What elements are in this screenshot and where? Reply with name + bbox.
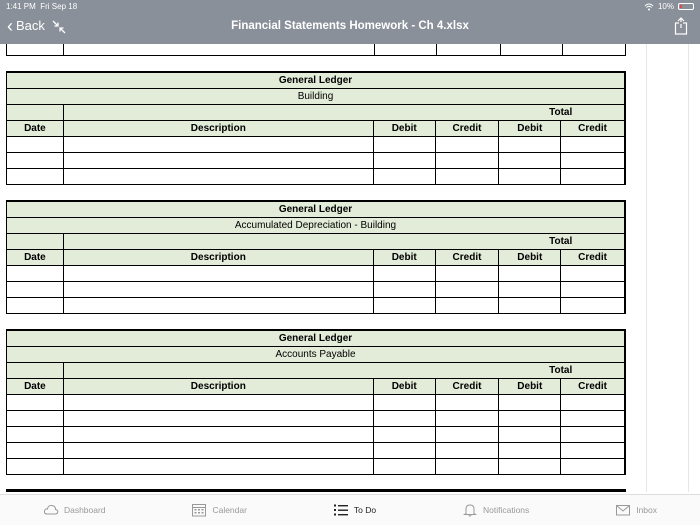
col-total-credit[interactable]: Credit bbox=[578, 252, 608, 263]
cell[interactable] bbox=[64, 266, 374, 281]
document-title: Financial Statements Homework - Ch 4.xlsx bbox=[231, 20, 469, 32]
col-total-debit[interactable]: Debit bbox=[499, 121, 561, 136]
cell[interactable] bbox=[499, 411, 561, 426]
ledger-header[interactable]: General Ledger bbox=[278, 204, 353, 215]
tab-label: Calendar bbox=[212, 505, 247, 515]
table-row bbox=[7, 282, 624, 298]
ledger-accounts-payable bbox=[6, 329, 626, 475]
ledger-header-row bbox=[7, 331, 624, 347]
cell[interactable] bbox=[436, 411, 500, 426]
cell[interactable] bbox=[436, 137, 500, 152]
cell[interactable] bbox=[7, 169, 64, 184]
cell[interactable] bbox=[64, 363, 374, 378]
col-description[interactable]: Description bbox=[64, 121, 374, 136]
ledger-header-row bbox=[7, 73, 624, 89]
cell[interactable] bbox=[436, 427, 500, 442]
tab-todo[interactable] bbox=[333, 503, 376, 517]
cell[interactable] bbox=[7, 105, 64, 120]
cell[interactable] bbox=[64, 282, 374, 297]
cell[interactable] bbox=[7, 459, 64, 474]
cell[interactable] bbox=[7, 395, 64, 410]
cell[interactable] bbox=[374, 137, 436, 152]
table-row bbox=[7, 169, 624, 185]
cell[interactable] bbox=[64, 105, 374, 120]
wifi-icon bbox=[644, 3, 654, 11]
cell[interactable] bbox=[561, 266, 624, 281]
cell[interactable] bbox=[499, 459, 561, 474]
mail-icon bbox=[615, 503, 631, 517]
cell[interactable] bbox=[64, 427, 374, 442]
tab-bar bbox=[0, 494, 700, 525]
cell[interactable] bbox=[499, 427, 561, 442]
cell[interactable] bbox=[7, 298, 64, 313]
cell[interactable] bbox=[436, 459, 500, 474]
cell[interactable] bbox=[374, 169, 436, 184]
cell[interactable] bbox=[499, 298, 561, 313]
cell[interactable] bbox=[7, 234, 64, 249]
calendar-icon bbox=[191, 503, 207, 517]
tab-notifications[interactable] bbox=[462, 503, 529, 517]
table-row bbox=[7, 137, 624, 153]
ledger-accumulated-depreciation bbox=[6, 200, 626, 314]
cell[interactable] bbox=[436, 443, 500, 458]
cell[interactable] bbox=[436, 282, 500, 297]
cell[interactable] bbox=[561, 443, 624, 458]
cell[interactable] bbox=[499, 395, 561, 410]
col-credit[interactable]: Credit bbox=[436, 121, 500, 136]
col-total-credit[interactable]: Credit bbox=[578, 381, 608, 392]
col-total-debit[interactable]: Debit bbox=[499, 250, 561, 265]
cell[interactable] bbox=[561, 427, 624, 442]
col-description[interactable]: Description bbox=[64, 379, 374, 394]
cell[interactable] bbox=[436, 169, 500, 184]
ledger-header[interactable]: General Ledger bbox=[278, 75, 353, 86]
cell[interactable] bbox=[64, 234, 374, 249]
total-row bbox=[7, 363, 624, 379]
cell[interactable] bbox=[436, 153, 500, 168]
total-label[interactable]: Total bbox=[549, 107, 573, 118]
total-row bbox=[7, 105, 624, 121]
ledger-account-row bbox=[7, 347, 624, 363]
cell[interactable] bbox=[374, 395, 436, 410]
cell[interactable] bbox=[561, 459, 624, 474]
cell[interactable] bbox=[374, 234, 498, 249]
tab-dashboard[interactable] bbox=[43, 503, 106, 517]
ledger-header-row bbox=[7, 202, 624, 218]
ledger-account-row bbox=[7, 89, 624, 105]
cell[interactable] bbox=[374, 282, 436, 297]
cell[interactable] bbox=[561, 169, 624, 184]
tab-inbox[interactable] bbox=[615, 503, 657, 517]
cell[interactable] bbox=[499, 169, 561, 184]
table-row bbox=[7, 298, 624, 314]
table-row bbox=[7, 266, 624, 282]
cell[interactable] bbox=[561, 411, 624, 426]
cell[interactable] bbox=[374, 266, 436, 281]
next-ledger-border bbox=[6, 489, 626, 492]
tab-label: Notifications bbox=[482, 505, 530, 515]
back-label: Back bbox=[16, 18, 45, 33]
cell[interactable] bbox=[64, 459, 374, 474]
cell-border bbox=[6, 55, 626, 56]
cell[interactable] bbox=[436, 298, 500, 313]
cell[interactable] bbox=[374, 298, 436, 313]
column-header-row bbox=[7, 121, 624, 137]
cell[interactable] bbox=[374, 153, 436, 168]
table-row bbox=[7, 411, 624, 427]
cell[interactable] bbox=[374, 411, 436, 426]
cell[interactable] bbox=[561, 298, 624, 313]
tab-label: Dashboard bbox=[63, 505, 106, 515]
account-name[interactable]: Building bbox=[297, 91, 334, 102]
status-indicators bbox=[644, 2, 694, 11]
col-total-credit[interactable]: Credit bbox=[578, 123, 608, 134]
cell[interactable] bbox=[7, 266, 64, 281]
column-header-row bbox=[7, 250, 624, 266]
col-debit[interactable]: Debit bbox=[374, 121, 436, 136]
ledger-building bbox=[6, 71, 626, 185]
col-debit[interactable]: Debit bbox=[374, 379, 436, 394]
col-credit[interactable]: Credit bbox=[436, 250, 500, 265]
cell[interactable] bbox=[7, 282, 64, 297]
cell[interactable] bbox=[499, 137, 561, 152]
col-debit[interactable]: Debit bbox=[374, 250, 436, 265]
bell-icon bbox=[462, 503, 478, 517]
col-date[interactable]: Date bbox=[7, 379, 64, 394]
ledger-account-row bbox=[7, 218, 624, 234]
cell[interactable] bbox=[64, 395, 374, 410]
col-total-debit[interactable]: Debit bbox=[499, 379, 561, 394]
col-date[interactable]: Date bbox=[7, 250, 64, 265]
gridline bbox=[646, 44, 647, 492]
gridline bbox=[688, 44, 689, 492]
battery-percent: 10% bbox=[657, 2, 674, 11]
cell[interactable] bbox=[561, 395, 624, 410]
total-label[interactable]: Total bbox=[549, 236, 573, 247]
table-row bbox=[7, 459, 624, 475]
cell[interactable] bbox=[374, 443, 436, 458]
account-name[interactable]: Accounts Payable bbox=[275, 349, 356, 360]
cell[interactable] bbox=[7, 443, 64, 458]
col-description[interactable]: Description bbox=[64, 250, 374, 265]
table-row bbox=[7, 395, 624, 411]
cell[interactable] bbox=[64, 153, 374, 168]
cell[interactable] bbox=[374, 427, 436, 442]
spreadsheet-area[interactable] bbox=[0, 44, 700, 492]
cell[interactable] bbox=[561, 137, 624, 152]
cell[interactable] bbox=[64, 169, 374, 184]
account-name[interactable]: Accumulated Depreciation - Building bbox=[234, 220, 397, 231]
cell[interactable] bbox=[64, 137, 374, 152]
col-credit[interactable]: Credit bbox=[436, 379, 500, 394]
list-icon bbox=[333, 503, 349, 517]
total-row bbox=[7, 234, 624, 250]
table-row bbox=[7, 427, 624, 443]
cell[interactable] bbox=[436, 395, 500, 410]
cell[interactable] bbox=[7, 137, 64, 152]
table-row bbox=[7, 153, 624, 169]
ledger-header[interactable]: General Ledger bbox=[278, 333, 353, 344]
cell[interactable] bbox=[436, 266, 500, 281]
cell[interactable] bbox=[374, 459, 436, 474]
cell[interactable] bbox=[499, 153, 561, 168]
cell[interactable] bbox=[374, 105, 498, 120]
total-label[interactable]: Total bbox=[549, 365, 573, 376]
cell[interactable] bbox=[64, 443, 374, 458]
cell[interactable] bbox=[499, 266, 561, 281]
tab-label: To Do bbox=[353, 505, 377, 515]
chevron-left-icon: ‹ bbox=[7, 15, 13, 36]
tab-label: Inbox bbox=[636, 505, 657, 515]
cell[interactable] bbox=[7, 427, 64, 442]
cell[interactable] bbox=[561, 282, 624, 297]
cell[interactable] bbox=[499, 282, 561, 297]
cell[interactable] bbox=[7, 411, 64, 426]
battery-icon bbox=[678, 3, 694, 10]
cell[interactable] bbox=[561, 153, 624, 168]
cell[interactable] bbox=[64, 411, 374, 426]
cell[interactable] bbox=[64, 298, 374, 313]
col-date[interactable]: Date bbox=[7, 121, 64, 136]
table-row bbox=[7, 443, 624, 459]
cloud-icon bbox=[43, 503, 59, 517]
top-bar bbox=[0, 0, 700, 44]
cell[interactable] bbox=[7, 153, 64, 168]
share-icon[interactable] bbox=[674, 17, 688, 35]
cell[interactable] bbox=[7, 363, 64, 378]
tab-calendar[interactable] bbox=[191, 503, 247, 517]
column-header-row bbox=[7, 379, 624, 395]
cell[interactable] bbox=[499, 443, 561, 458]
cell[interactable] bbox=[374, 363, 498, 378]
status-time: 1:41 PM Fri Sep 18 bbox=[6, 2, 78, 11]
